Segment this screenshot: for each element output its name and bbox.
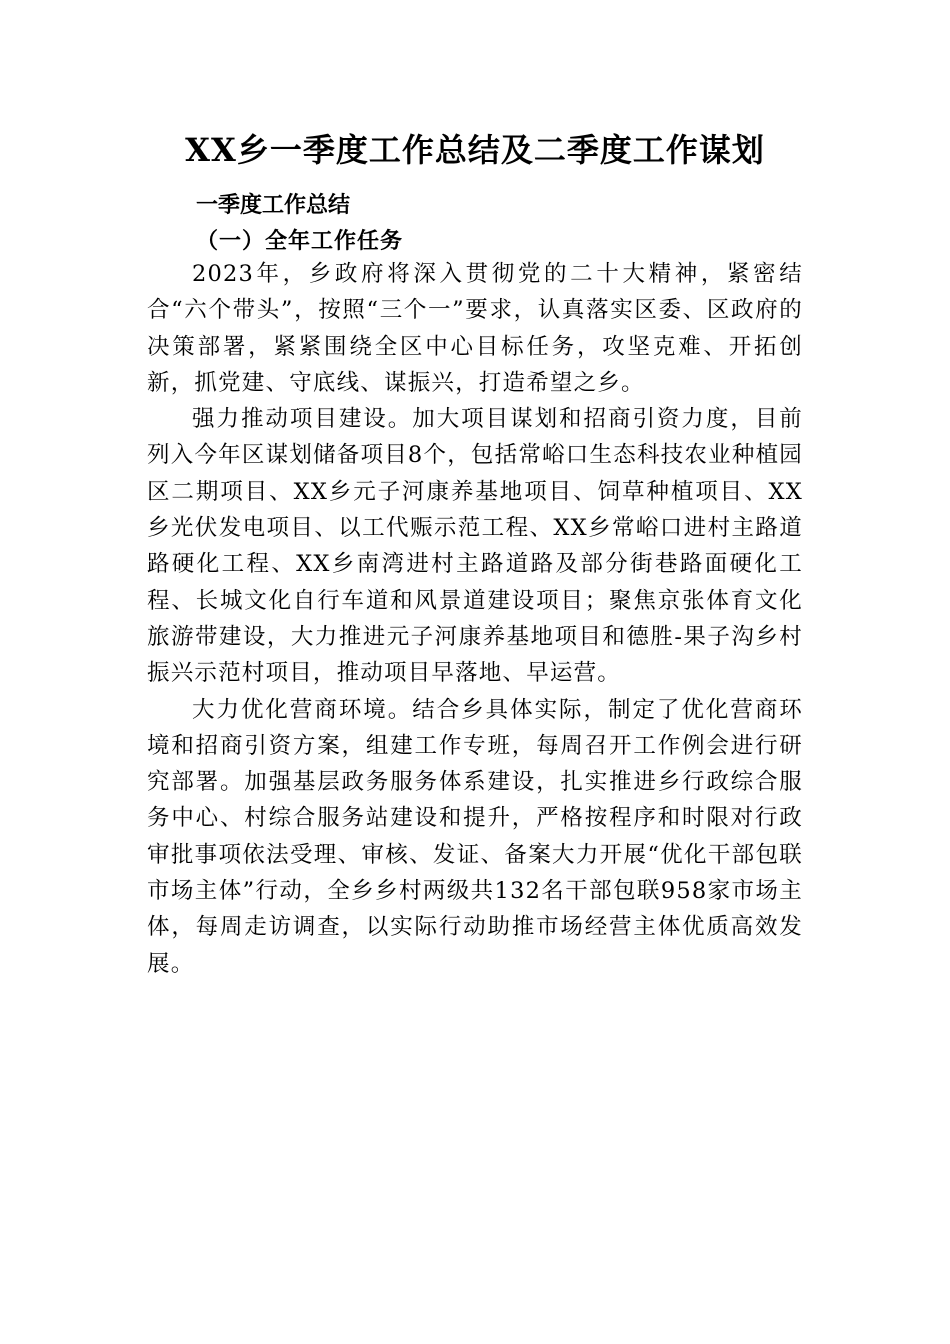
- paragraph-project-construction: 强力推动项目建设。加大项目谋划和招商引资力度，目前列入今年区谋划储备项目8个，包括常峪口生态科技农业种植园区二期项目、XX乡元子河康养基地项目、饲草种植项目、XX乡光伏发电项目、以工代赈示范工程、XX乡常峪口进村主路道路硬化工程、XX乡南湾进村主路道路及部分街巷路面硬化工程、长城文化自行车道和风景道建设项目；聚焦京张体育文化旅游带建设，大力推进元子河康养基地项目和德胜-果子沟乡村振兴示范村项目，推动项目早落地、早运营。: [147, 406, 803, 687]
- document-body: [147, 256, 803, 982]
- document-title: XX乡一季度工作总结及二季度工作谋划: [185, 131, 765, 169]
- paragraph-annual-tasks: 2023年，乡政府将深入贯彻党的二十大精神，紧密结合“六个带头”，按照“三个一”要求，认真落实区委、区政府的决策部署，紧紧围绕全区中心目标任务，攻坚克难、开拓创新，抓党建、守底线、谋振兴，打造希望之乡。: [147, 261, 803, 396]
- sub-heading: （一）全年工作任务: [196, 229, 404, 254]
- section-heading: 一季度工作总结: [196, 193, 351, 218]
- paragraph-business-environment: 大力优化营商环境。结合乡具体实际，制定了优化营商环境和招商引资方案，组建工作专班，每周召开工作例会进行研究部署。加强基层政务服务体系建设，扎实推进乡行政综合服务中心、村综合服务站建设和提升，严格按程序和时限对行政审批事项依法受理、审核、发证、备案大力开展“优化干部包联市场主体”行动，全乡乡村两级共132名干部包联958家市场主体，每周走访调查，以实际行动助推市场经营主体优质高效发展。: [147, 696, 803, 977]
